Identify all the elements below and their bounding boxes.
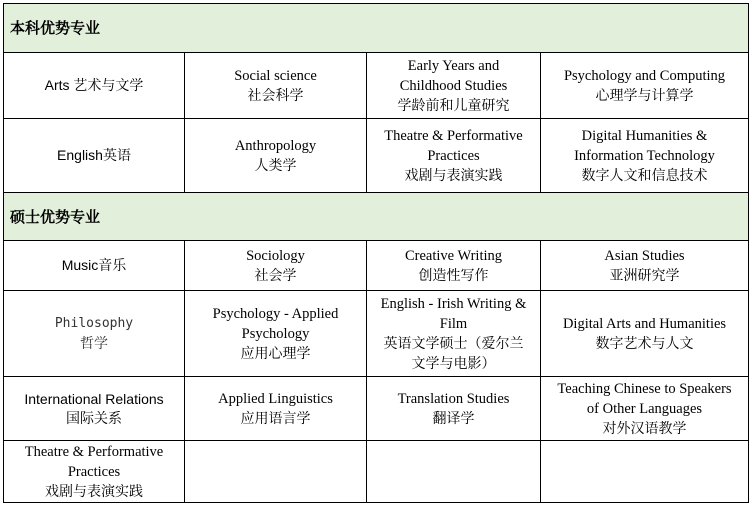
major-en: Practices	[67, 463, 121, 480]
major-cn: 人类学	[254, 157, 297, 174]
major-cell	[185, 119, 367, 193]
major-en: Music	[61, 257, 99, 273]
major-cn: 国际关系	[66, 410, 122, 427]
major-cn: 哲学	[80, 335, 108, 352]
major-cn: 创造性写作	[418, 267, 489, 284]
major-cell	[185, 241, 367, 291]
major-en: Translation Studies	[397, 390, 510, 407]
major-cell	[541, 119, 749, 193]
major-cn: 英语	[102, 148, 131, 164]
major-en: of Other Languages	[586, 400, 703, 417]
major-cell	[185, 291, 367, 377]
major-cn: 亚洲研究学	[609, 267, 680, 284]
major-en: Theatre & Performative	[24, 443, 164, 460]
major-en: Social science	[234, 67, 317, 84]
major-cn: 戏剧与表演实践	[404, 167, 503, 184]
major-cn: 翻译学	[432, 410, 475, 427]
undergrad-header: 本科优势专业	[4, 4, 749, 53]
major-en: Digital Arts and Humanities	[562, 315, 727, 332]
major-en: Philosophy	[54, 315, 134, 331]
majors-table	[3, 3, 749, 503]
major-cn: 英语文学硕士（爱尔兰	[383, 335, 524, 352]
empty-cell	[541, 441, 749, 503]
major-cell	[367, 291, 541, 377]
major-cn: 文学与电影）	[411, 355, 496, 372]
major-en: Sociology	[246, 247, 305, 264]
major-en: Psychology - Applied	[212, 305, 339, 322]
major-en: Teaching Chinese to Speakers	[557, 380, 732, 397]
major-cell	[367, 241, 541, 291]
major-cell	[541, 291, 749, 377]
major-en: Digital Humanities &	[581, 127, 708, 144]
major-cell	[541, 377, 749, 441]
major-en: Film	[439, 315, 468, 332]
major-cell	[4, 441, 185, 503]
major-cn: 应用心理学	[240, 345, 311, 362]
major-cn: 数字艺术与人文	[595, 335, 694, 352]
major-cn: 应用语言学	[240, 410, 311, 427]
major-cn: 心理学与计算学	[595, 87, 694, 104]
major-en: Childhood Studies	[399, 77, 508, 94]
major-en: Anthropology	[234, 137, 317, 154]
major-cn: 艺术与文学	[73, 78, 144, 94]
major-cell	[4, 53, 185, 119]
major-en: International Relations	[24, 390, 164, 407]
empty-cell	[185, 441, 367, 503]
major-en: Early Years and	[407, 57, 500, 74]
major-cn: 社会科学	[247, 87, 304, 104]
major-cn: 对外汉语教学	[602, 420, 687, 437]
masters-header: 硕士优势专业	[4, 193, 749, 241]
major-en: Information Technology	[574, 147, 715, 164]
major-cn: 社会学	[254, 267, 297, 284]
major-cell	[367, 119, 541, 193]
empty-cell	[367, 441, 541, 503]
major-en: Psychology and Computing	[563, 67, 726, 84]
major-en: Psychology	[241, 325, 310, 342]
major-cn: 音乐	[98, 258, 127, 274]
major-cell	[4, 291, 185, 377]
major-cell	[4, 377, 185, 441]
major-cn: 学龄前和儿童研究	[397, 97, 510, 114]
major-cn: 数字人文和信息技术	[581, 167, 708, 184]
major-cell	[185, 53, 367, 119]
major-cell	[367, 377, 541, 441]
major-en: Creative Writing	[405, 247, 502, 264]
major-cell	[4, 241, 185, 291]
major-cn: 戏剧与表演实践	[45, 483, 143, 500]
major-en: Arts	[44, 77, 70, 93]
major-cell	[4, 119, 185, 193]
major-en: English	[57, 147, 103, 163]
major-en: Practices	[427, 147, 480, 164]
major-cell	[541, 241, 749, 291]
major-en: Theatre & Performative	[384, 127, 523, 144]
major-en: Applied Linguistics	[218, 390, 333, 407]
major-cell	[185, 377, 367, 441]
major-cell	[367, 53, 541, 119]
major-cell	[541, 53, 749, 119]
major-en: Asian Studies	[604, 247, 685, 264]
major-en: English - Irish Writing &	[380, 295, 527, 312]
